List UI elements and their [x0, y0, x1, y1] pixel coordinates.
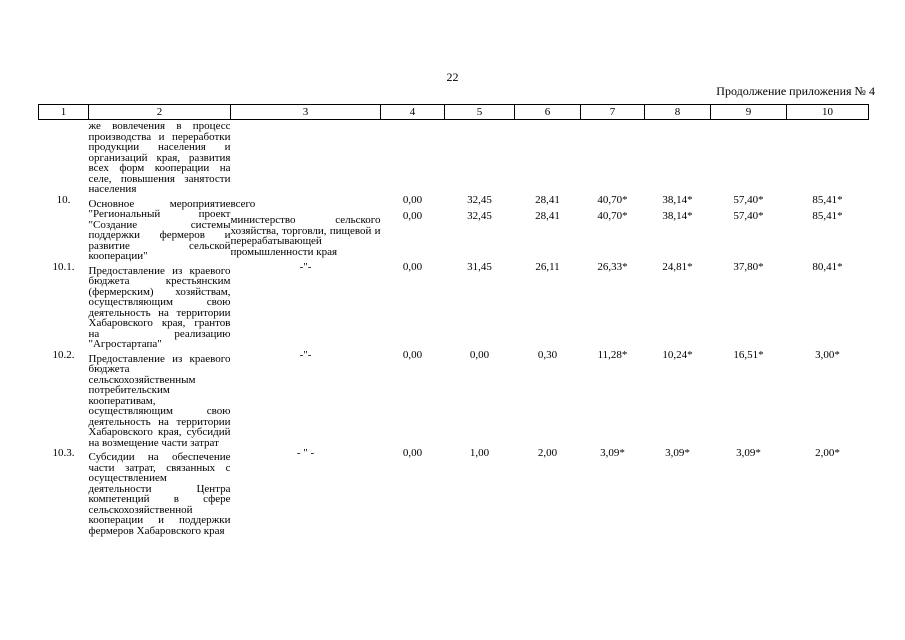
row-value-5 [445, 195, 515, 262]
executor-total: всего [230, 197, 256, 210]
header-col-2: 2 [89, 105, 231, 120]
table-row [39, 448, 869, 536]
value-ministry: 28,41 [535, 210, 560, 222]
row-number: 10. [56, 193, 71, 206]
row-value-7 [581, 195, 645, 262]
row-value-5: 31,45 [467, 260, 492, 273]
row-name: Субсидии на обеспечение части затрат, связанных с осуществлением деятельности Центра компетенций в сфере сельскохозяйственной кооперации и поддержки фермеров Хабаровского края [88, 451, 231, 537]
header-col-4: 4 [381, 105, 445, 120]
row-value-9: 16,51* [733, 348, 764, 361]
row-value-6: 0,30 [537, 348, 558, 361]
row-executor: - " - [296, 447, 315, 459]
row-value-7 [581, 120, 645, 195]
row-value-7: 26,33* [597, 260, 628, 273]
value-ministry: 57,40* [733, 210, 764, 222]
header-col-7: 7 [581, 105, 645, 120]
page-number: 22 [446, 70, 459, 84]
row-value-6 [515, 120, 581, 195]
row-value-8 [645, 120, 711, 195]
row-value-7: 3,09* [600, 447, 625, 459]
value-ministry: 40,70* [597, 210, 628, 222]
header-col-6: 6 [515, 105, 581, 120]
row-name: же вовлечения в процесс производства и переработки продукции населения и организаций края, развития всех форм кооперации на селе, повышения занятости населения [88, 120, 231, 195]
row-name: Предоставление из краевого бюджета сельскохозяйственным потребительским кооперативам, осуществляющим свою деятельность на территории Хабаровского края, субсидий на возмещение части затрат [88, 352, 231, 449]
row-executor [231, 195, 381, 262]
row-value-10: 2,00* [815, 447, 840, 459]
row-executor: -"- [299, 260, 312, 273]
value-total: 28,41 [535, 193, 560, 206]
row-value-8 [645, 195, 711, 262]
program-table [38, 104, 869, 536]
value-ministry: 0,00 [402, 210, 423, 222]
header-col-1: 1 [39, 105, 89, 120]
row-value-4 [381, 120, 445, 195]
header-col-3: 3 [231, 105, 381, 120]
row-value-5: 0,00 [469, 348, 490, 361]
value-total: 32,45 [467, 193, 492, 206]
row-value-10: 80,41* [812, 260, 843, 273]
value-ministry: 32,45 [467, 210, 492, 222]
value-total: 57,40* [733, 193, 764, 206]
row-value-8: 3,09* [665, 447, 690, 459]
row-value-8: 10,24* [662, 348, 693, 361]
row-value-9: 3,09* [736, 447, 761, 459]
row-value-7: 11,28* [597, 348, 628, 361]
row-name: Предоставление из краевого бюджета крестьянским (фермерским) хозяйствам, осуществляющим свою деятельность на территории Хабаровского края, грантов на реализацию "Агростартапа" [88, 264, 231, 350]
header-col-9: 9 [711, 105, 787, 120]
row-value-4 [381, 195, 445, 262]
row-value-4: 0,00 [402, 260, 423, 273]
value-ministry: 85,41* [812, 210, 843, 222]
row-value-9 [711, 195, 787, 262]
value-total: 40,70* [597, 193, 628, 206]
row-value-9: 37,80* [733, 260, 764, 273]
row-value-10: 3,00* [815, 348, 840, 361]
row-value-5 [445, 120, 515, 195]
row-value-10 [787, 195, 869, 262]
header-col-5: 5 [445, 105, 515, 120]
row-value-8: 24,81* [662, 260, 693, 273]
row-value-4: 0,00 [402, 447, 423, 459]
row-value-4: 0,00 [402, 348, 423, 361]
row-value-6 [515, 195, 581, 262]
value-total: 85,41* [812, 193, 843, 206]
row-number: 10.3. [52, 447, 75, 459]
row-executor: -"- [299, 348, 312, 361]
table-row [39, 120, 869, 195]
executor-ministry: министерство сельского хозяйства, торговли, пищевой и перерабатывающей промышленности края [230, 214, 381, 258]
row-value-6: 26,11 [535, 260, 560, 273]
table-row [39, 195, 869, 262]
row-executor [231, 120, 381, 195]
value-total: 0,00 [402, 193, 423, 206]
row-value-5: 1,00 [469, 447, 490, 459]
table-row [39, 350, 869, 449]
header-col-8: 8 [645, 105, 711, 120]
row-value-9 [711, 120, 787, 195]
value-ministry: 38,14* [662, 210, 693, 222]
row-name: Основное мероприятие "Региональный проект "Создание системы поддержки фермеров и развитие сельской кооперации" [88, 197, 231, 262]
header-col-10: 10 [787, 105, 869, 120]
row-value-6: 2,00 [537, 447, 558, 459]
row-value-10 [787, 120, 869, 195]
header-row [39, 105, 869, 120]
row-number [39, 120, 89, 195]
table-row [39, 262, 869, 350]
row-number: 10.2. [52, 348, 75, 361]
continuation-label: Продолжение приложения № 4 [716, 84, 875, 98]
value-total: 38,14* [662, 193, 693, 206]
row-number: 10.1. [52, 260, 75, 273]
